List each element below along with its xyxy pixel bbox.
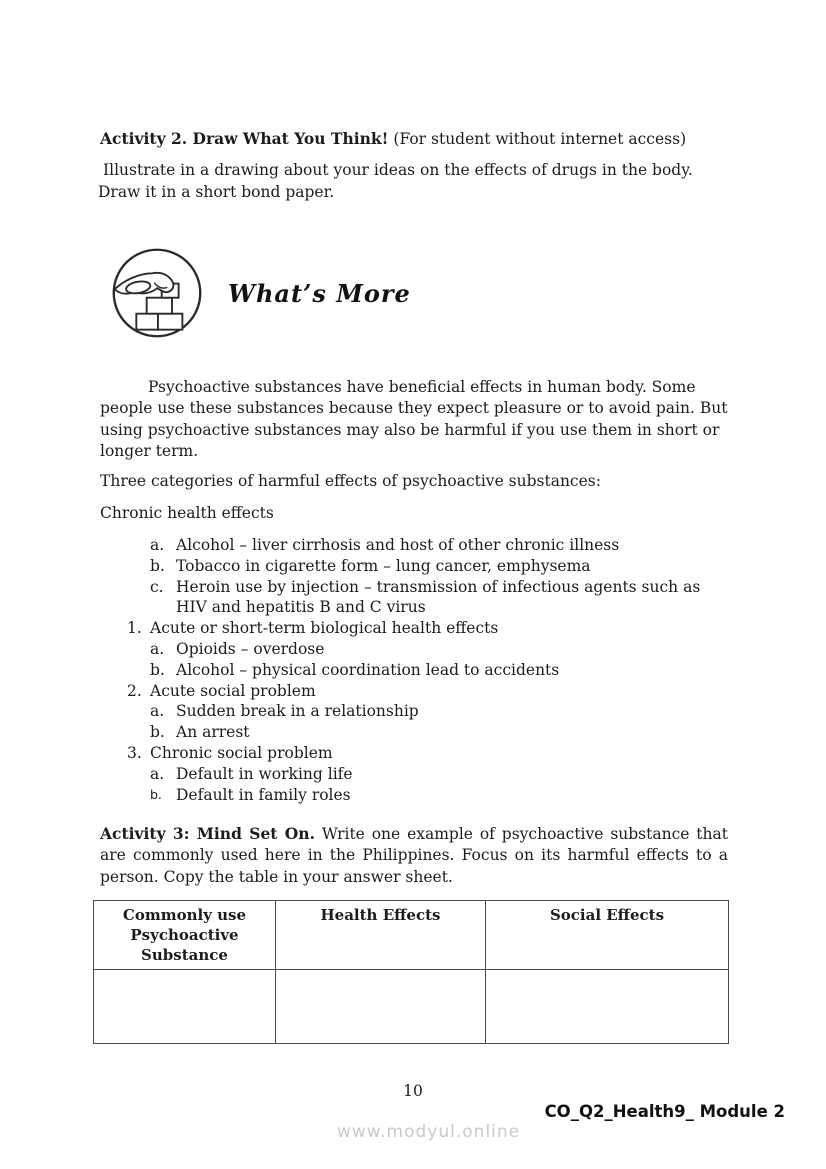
list-marker: 2. [127, 681, 142, 700]
table-cell-empty [486, 970, 729, 1044]
list-item [100, 722, 728, 743]
module-code: CO_Q2_Health9_ Module 2 [544, 1102, 785, 1121]
list-text: Alcohol – physical coordination lead to accidents [176, 660, 560, 679]
list-marker: b. [150, 556, 165, 575]
categories-line: Three categories of harmful effects of psychoactive substances: [100, 472, 601, 490]
list-marker: a. [150, 702, 165, 721]
list-item [100, 660, 728, 681]
list-item [100, 701, 728, 722]
activity3-body: Write one example of psychoactive substance that are commonly used here in the Philippines. Focus on its harmful effects to a person. Copy the table in your answer sheet. [100, 825, 728, 886]
intro-paragraph: Psychoactive substances have beneficial effects in human body. Some people use these substances because they expect pleasure or to avoid pain. But using psychoactive substances may also be harmful if you use them in short or longer term. [100, 378, 728, 460]
list-marker: b. [150, 660, 165, 679]
list-marker: a. [150, 764, 165, 783]
chronic-health-line: Chronic health effects [100, 504, 274, 522]
whats-more-heading: What’s More [228, 279, 411, 308]
list-marker: a. [150, 639, 165, 658]
table-header-substance: Commonly use Psychoactive Substance [94, 901, 276, 970]
list-text: Default in working life [176, 764, 353, 783]
activity3-title: Activity 3: Mind Set On. [100, 824, 315, 843]
table-cell-empty [276, 970, 486, 1044]
answers-table [93, 900, 729, 1044]
list-item [100, 577, 728, 619]
table-row [94, 970, 729, 1044]
outline-list [100, 535, 728, 805]
activity2-title: Activity 2. Draw What You Think! [100, 129, 389, 148]
activity3-paragraph [100, 823, 728, 888]
list-marker: a. [150, 536, 165, 554]
activity2-body: Illustrate in a drawing about your ideas on the effects of drugs in the body. Draw it in a short bond paper. [98, 161, 693, 201]
list-text: Acute or short-term biological health effects [150, 619, 499, 638]
table-header-social: Social Effects [486, 901, 729, 970]
list-marker: b. [150, 786, 162, 802]
list-item [100, 639, 728, 660]
list-text: Heroin use by injection – transmission of infectious agents such as HIV and hepatitis B and C virus [176, 577, 701, 617]
hand-stacking-blocks-icon [110, 246, 204, 340]
table-cell-empty [94, 970, 276, 1044]
list-marker: c. [150, 577, 164, 596]
list-item [100, 681, 728, 702]
watermark: www.modyul.online [337, 1122, 521, 1142]
activity2-heading [100, 129, 730, 149]
list-text: Opioids – overdose [176, 639, 325, 658]
list-item [100, 618, 728, 639]
table-header-health: Health Effects [276, 901, 486, 970]
list-text: Acute social problem [150, 681, 316, 700]
table-header-row [94, 901, 729, 970]
list-item [100, 743, 728, 764]
list-item [100, 764, 728, 785]
list-text: Tobacco in cigarette form – lung cancer, emphysema [176, 556, 591, 575]
list-text: Sudden break in a relationship [176, 702, 419, 721]
list-text: Chronic social problem [150, 743, 333, 762]
list-text: Default in family roles [176, 785, 351, 804]
list-item [100, 785, 728, 806]
list-marker: 1. [127, 619, 142, 638]
page-number: 10 [403, 1082, 423, 1100]
list-text: An arrest [176, 723, 250, 742]
list-marker: 3. [127, 743, 142, 762]
list-item [100, 556, 728, 577]
list-item [100, 535, 728, 556]
list-text: Alcohol – liver cirrhosis and host of other chronic illness [176, 536, 620, 554]
list-marker: b. [150, 723, 165, 742]
activity2-note: (For student without internet access) [393, 130, 687, 148]
